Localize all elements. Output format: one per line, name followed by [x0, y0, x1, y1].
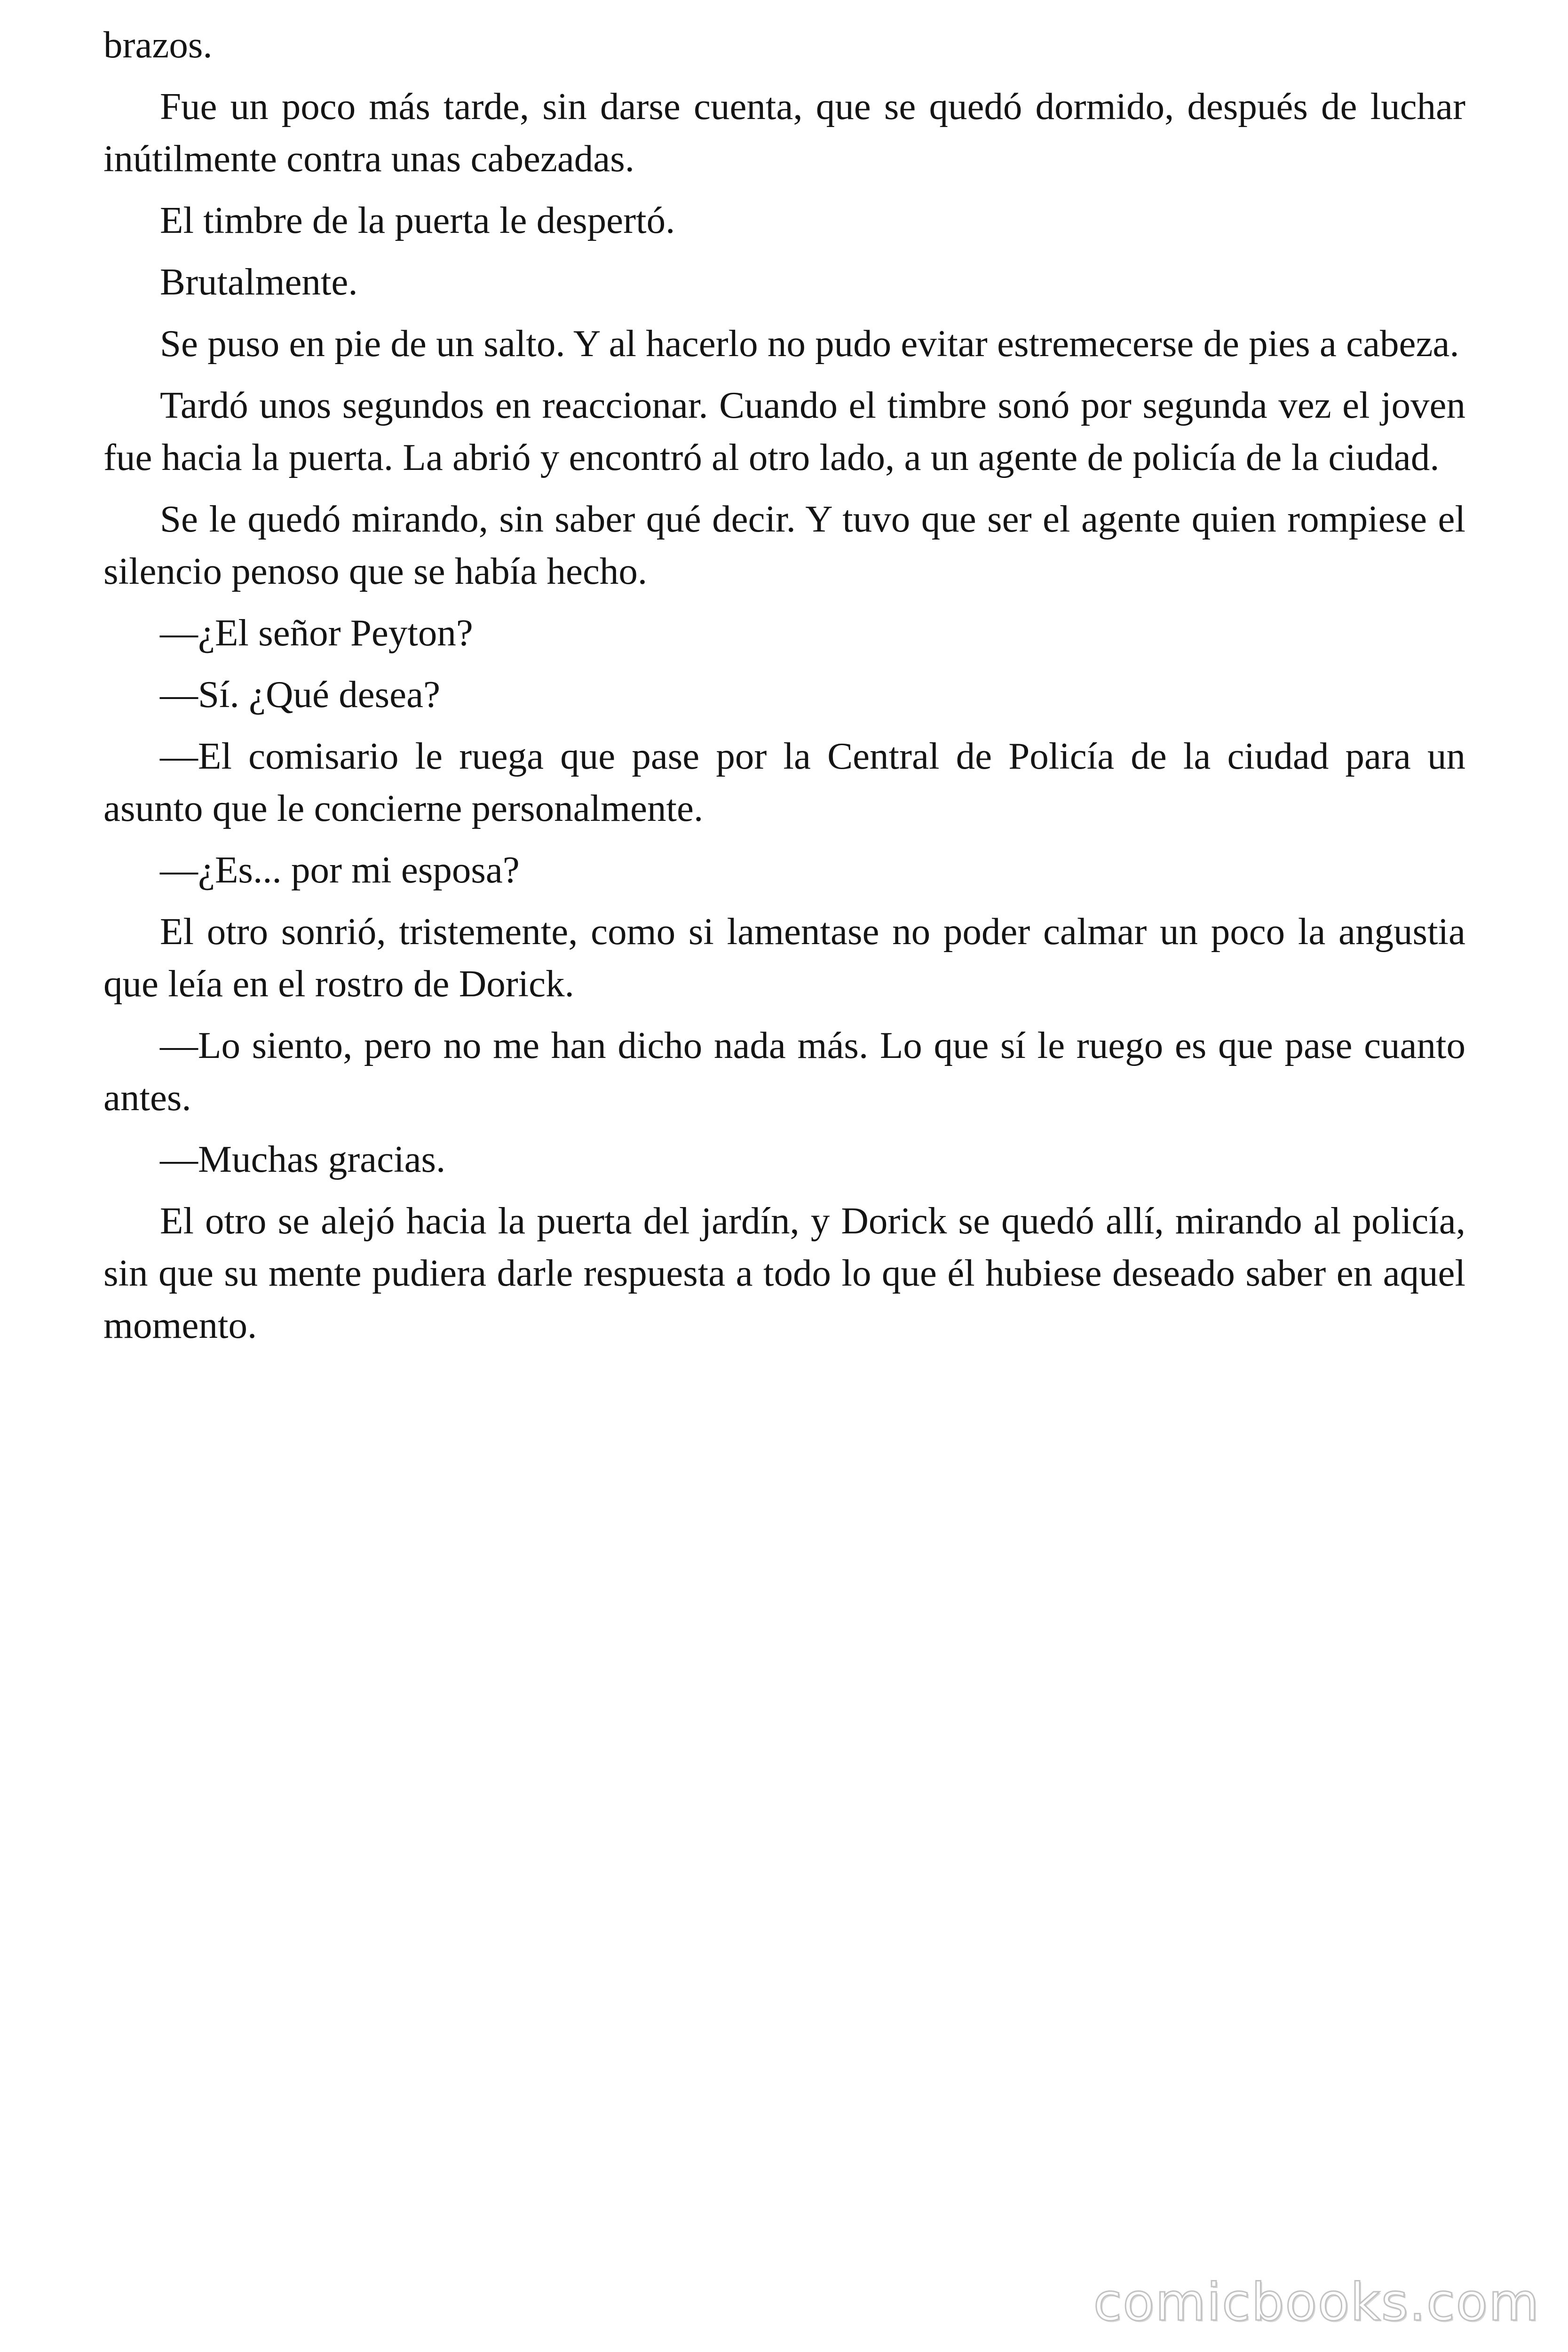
dialogue-line: —Muchas gracias. [160, 1138, 446, 1180]
paragraph: brazos. [103, 24, 213, 66]
dialogue-line: —Sí. ¿Qué desea? [160, 673, 441, 715]
dialogue-line: —Lo siento, pero no me han dicho nada más. Lo que sí le ruego es que pase cuanto antes. [103, 1024, 1465, 1119]
paragraph: El otro sonrió, tristemente, como si lamentase no poder calmar un poco la angustia que leía en el rostro de Dorick. [103, 910, 1465, 1005]
paragraph: Se le quedó mirando, sin saber qué decir. Y tuvo que ser el agente quien rompiese el silencio penoso que se había hecho. [103, 498, 1465, 592]
paragraph: Fue un poco más tarde, sin darse cuenta, que se quedó dormido, después de luchar inútilmente contra unas cabezadas. [103, 85, 1465, 180]
paragraph: Brutalmente. [160, 261, 358, 303]
dialogue-line: —¿Es... por mi esposa? [160, 849, 520, 891]
paragraph: El timbre de la puerta le despertó. [160, 199, 675, 241]
paragraph: El otro se alejó hacia la puerta del jardín, y Dorick se quedó allí, mirando al policía, sin que su mente pudiera darle respuesta a todo lo que él hubiese deseado saber en aquel momento. [103, 1200, 1465, 1346]
paragraph: Se puso en pie de un salto. Y al hacerlo no pudo evitar estremecerse de pies a cabeza. [160, 322, 1459, 365]
book-page-text [103, 19, 1465, 1361]
dialogue-line: —El comisario le ruega que pase por la Central de Policía de la ciudad para un asunto que le concierne personalmente. [103, 735, 1465, 829]
dialogue-line: —¿El señor Peyton? [160, 612, 473, 654]
watermark: comicbooks.com [1093, 2272, 1540, 2332]
paragraph: Tardó unos segundos en reaccionar. Cuando el timbre sonó por segunda vez el joven fue hacia la puerta. La abrió y encontró al otro lado, a un agente de policía de la ciudad. [103, 384, 1465, 478]
